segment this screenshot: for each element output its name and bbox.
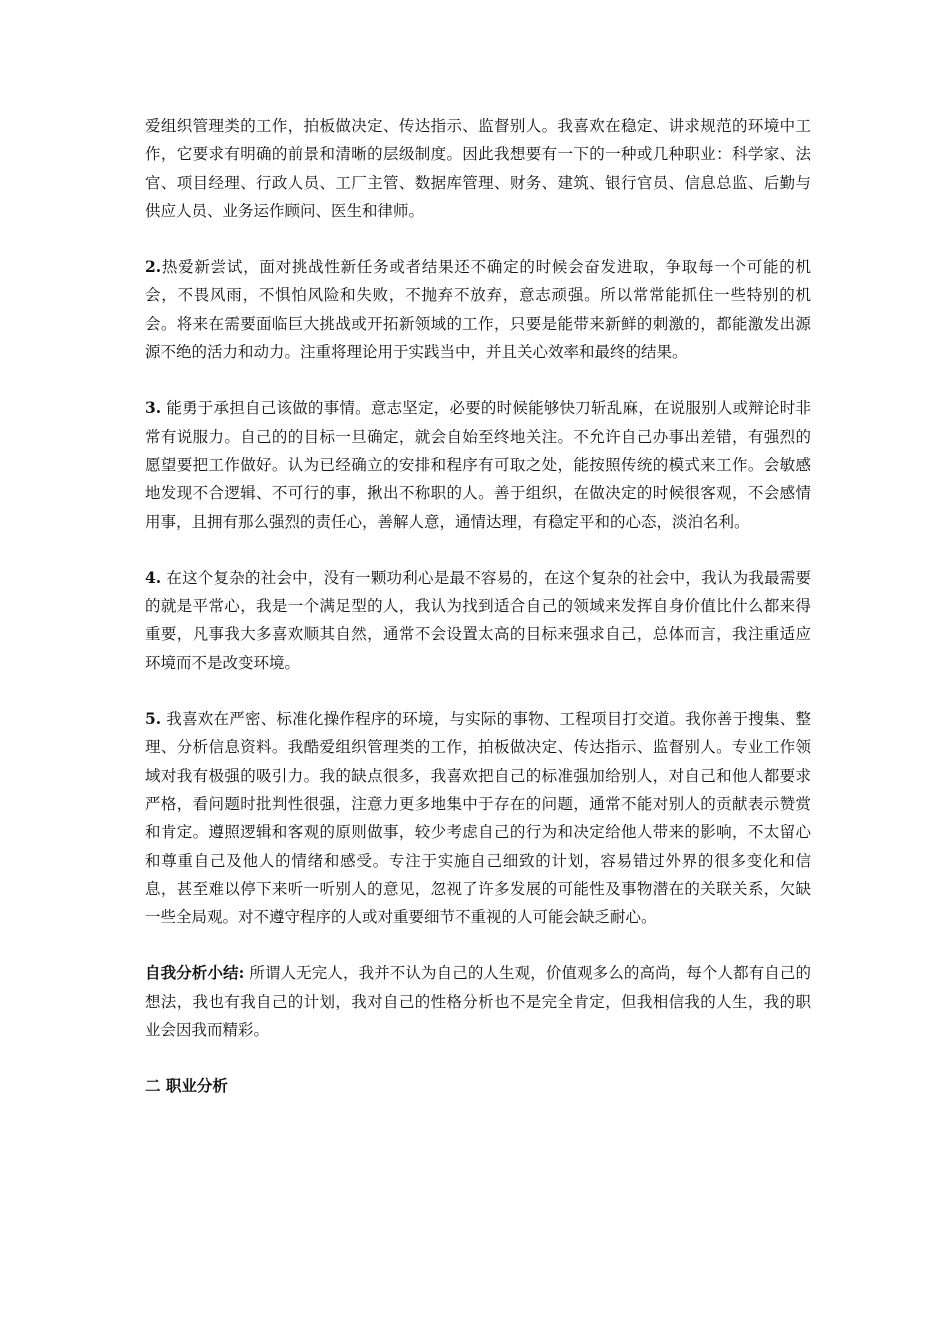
paragraph-1-text: 爱组织管理类的工作，拍板做决定、传达指示、监督别人。我喜欢在稳定、讲求规范的环境中工作，它要求有明确的前景和清晰的层级制度。因此我想要有一下的一种或几种职业：科学家、法官、项目经理、行政人员、工厂主管、数据库管理、财务、建筑、银行官员、信息总监、后勤与供应人员、业务运作顾问、医生和律师。 — [145, 117, 811, 220]
paragraph-5 — [145, 705, 811, 931]
paragraph-spacer — [145, 1044, 811, 1072]
paragraph-spacer — [145, 225, 811, 253]
summary-text: 所谓人无完人，我并不认为自己的人生观，价值观多么的高尚，每个人都有自己的想法，我也有我自己的计划，我对自己的性格分析也不是完全肯定，但我相信我的人生，我的职业会因我而精彩。 — [145, 964, 811, 1040]
paragraph-spacer — [145, 931, 811, 959]
paragraph-1-continuation — [145, 112, 811, 225]
document-body — [145, 112, 811, 1101]
summary-label: 自我分析小结: — [145, 963, 245, 983]
paragraph-4 — [145, 564, 811, 677]
paragraph-spacer — [145, 536, 811, 564]
paragraph-3-text: 能勇于承担自己该做的事情。意志坚定，必要的时候能够快刀斩乱麻，在说服别人或辩论时非常有说服力。自己的的目标一旦确定，就会自始至终地关注。不允许自己办事出差错，有强烈的愿望要把工作做好。认为已经确立的安排和程序有可取之处，能按照传统的模式来工作。会敏感地发现不合逻辑、不可行的事，揪出不称职的人。善于组织，在做决定的时候很客观，不会感情用事，且拥有那么强烈的责任心，善解人意，通情达理，有稳定平和的心态，淡泊名利。 — [145, 399, 811, 531]
paragraph-5-text: 我喜欢在严密、标准化操作程序的环境，与实际的事物、工程项目打交道。我你善于搜集、整理、分析信息资料。我酷爱组织管理类的工作，拍板做决定、传达指示、监督别人。专业工作领域对我有极强的吸引力。我的缺点很多，我喜欢把自己的标准强加给别人，对自己和他人都要求严格，看问题时批判性很强，注意力更多地集中于存在的问题，通常不能对别人的贡献表示赞赏和肯定。遵照逻辑和客观的原则做事，较少考虑自己的行为和决定给他人带来的影响，不太留心和尊重自己及他人的情绪和感受。专注于实施自己细致的计划，容易错过外界的很多变化和信息，甚至难以停下来听一听别人的意见，忽视了许多发展的可能性及事物潜在的关联关系，欠缺一些全局观。对不遵守程序的人或对重要细节不重视的人可能会缺乏耐心。 — [145, 710, 811, 927]
paragraph-5-number: 5. — [145, 709, 162, 729]
paragraph-spacer — [145, 366, 811, 394]
paragraph-3-number: 3. — [145, 398, 162, 418]
paragraph-2 — [145, 253, 811, 366]
paragraph-4-number: 4. — [145, 567, 162, 587]
paragraph-2-text: 热爱新尝试，面对挑战性新任务或者结果还不确定的时候会奋发进取，争取每一个可能的机会，不畏风雨，不惧怕风险和失败，不抛弃不放弃，意志顽强。所以常常能抓住一些特别的机会。将来在需要面临巨大挑战或开拓新领域的工作，只要是能带来新鲜的刺激的，都能激发出源源不绝的活力和动力。注重将理论用于实践当中，并且关心效率和最终的结果。 — [145, 258, 811, 362]
paragraph-spacer — [145, 677, 811, 705]
section-heading-career-analysis: 二 职业分析 — [145, 1076, 228, 1096]
self-analysis-summary — [145, 959, 811, 1044]
paragraph-4-text: 在这个复杂的社会中，没有一颗功利心是最不容易的，在这个复杂的社会中，我认为我最需要的就是平常心，我是一个满足型的人，我认为找到适合自己的领域来发挥自身价值比什么都来得重要，凡事我大多喜欢顺其自然，通常不会设置太高的目标来强求自己，总体而言，我注重适应环境而不是改变环境。 — [145, 568, 811, 672]
paragraph-3 — [145, 394, 811, 535]
paragraph-2-number: 2. — [145, 257, 162, 277]
